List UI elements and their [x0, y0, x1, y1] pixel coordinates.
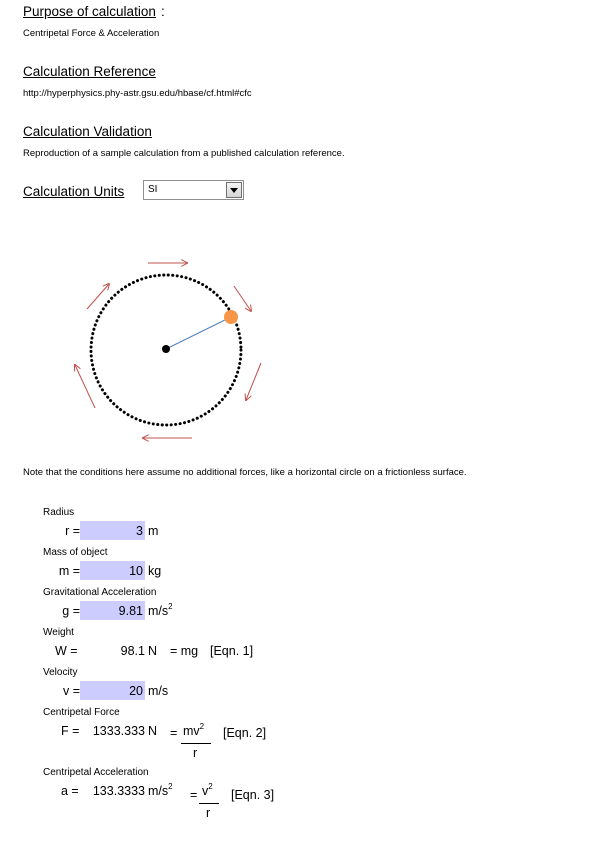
accel-value: 133.3333	[92, 784, 145, 798]
velocity-symbol: v =	[62, 684, 80, 698]
velocity-value: 20	[129, 684, 143, 698]
weight-unit: N	[148, 644, 158, 658]
accel-fraction-line	[199, 803, 219, 804]
mass-label: Mass of object	[43, 547, 108, 558]
grav-value: 9.81	[118, 604, 143, 618]
mass-input[interactable]	[80, 561, 145, 580]
accel-eqn-ref: [Eqn. 3]	[231, 788, 275, 802]
force-numerator: $mv^2$	[183, 722, 205, 738]
units-label: Calculation Units	[23, 184, 125, 199]
purpose-text: Centripetal Force & Acceleration	[23, 28, 160, 39]
orbiting-object	[224, 310, 238, 324]
radius-value: 3	[136, 524, 143, 538]
arrow-left	[75, 365, 95, 408]
radius-label: Radius	[43, 507, 75, 518]
weight-eqn-ref: [Eqn. 1]	[210, 644, 254, 658]
velocity-label: Velocity	[43, 667, 78, 678]
center-point	[162, 345, 170, 353]
validation-heading: Calculation Validation	[23, 124, 152, 139]
units-selected-value: SI	[148, 184, 158, 195]
radius-unit: m	[148, 524, 159, 538]
accel-symbol: a =	[61, 784, 79, 798]
force-symbol: F =	[61, 724, 80, 738]
radius-line	[166, 317, 231, 349]
force-eqn-ref: [Eqn. 2]	[223, 726, 267, 740]
purpose-heading: Purpose of calculation	[23, 4, 156, 19]
weight-value: 98.1	[120, 644, 145, 658]
circular-motion-diagram-icon	[60, 250, 280, 450]
arrow-top-right	[234, 286, 251, 311]
mass-symbol: m =	[58, 564, 80, 578]
conditions-note: Note that the conditions here assume no additional forces, like a horizontal circle on a frictionless surface.	[23, 467, 467, 478]
force-label: Centripetal Force	[43, 707, 120, 718]
weight-label: Weight	[43, 627, 74, 638]
grav-unit: $m/s^2$	[148, 602, 173, 618]
accel-label: Centripetal Acceleration	[43, 767, 149, 778]
force-eq-sign: =	[170, 726, 178, 740]
validation-text: Reproduction of a sample calculation from a published calculation reference.	[23, 148, 345, 159]
accel-unit: $m/s^2$	[148, 782, 173, 798]
radius-input[interactable]	[80, 521, 145, 540]
accel-numerator: $v^2$	[202, 782, 213, 798]
accel-eq-sign: =	[190, 788, 198, 802]
reference-url: http://hyperphysics.phy-astr.gsu.edu/hbase/cf.html#cfc	[23, 88, 252, 99]
arrow-right	[246, 363, 261, 400]
mass-unit: kg	[148, 564, 162, 578]
velocity-input[interactable]	[80, 681, 145, 700]
force-fraction-line	[181, 743, 211, 744]
force-value: 1333.333	[92, 724, 145, 738]
reference-heading: Calculation Reference	[23, 64, 156, 79]
accel-denominator: r	[206, 806, 211, 820]
weight-symbol: W =	[55, 644, 78, 658]
mass-value: 10	[129, 564, 143, 578]
dropdown-button[interactable]	[226, 182, 242, 198]
chevron-down-icon	[230, 188, 238, 193]
grav-input[interactable]	[80, 601, 145, 620]
grav-symbol: g =	[62, 604, 80, 618]
purpose-colon: :	[161, 4, 165, 19]
force-unit: N	[148, 724, 158, 738]
force-denominator: r	[193, 746, 198, 760]
units-dropdown[interactable]	[143, 180, 244, 200]
grav-label: Gravitational Acceleration	[43, 587, 157, 598]
velocity-unit: m/s	[148, 684, 169, 698]
weight-formula: = mg	[170, 644, 199, 658]
radius-symbol: r =	[65, 524, 80, 538]
